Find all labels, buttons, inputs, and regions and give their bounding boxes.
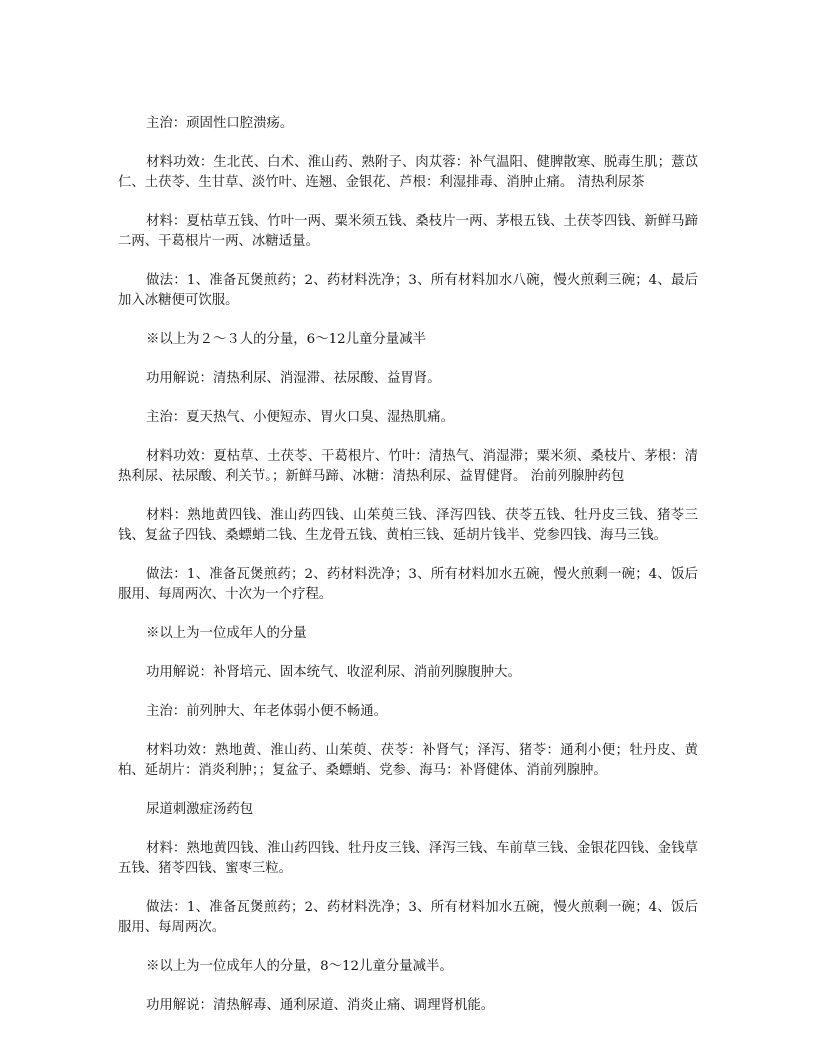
- paragraph-5: ※以上为２～３人的分量，6～12儿童分量减半: [146, 332, 426, 347]
- paragraph-8: 材料功效：夏枯草、土茯苓、干葛根片、竹叶：清热气、消湿滞；粟米须、桑枝片、茅根：清热利尿、祛尿酸、利关节。；新鲜马蹄、冰糖：清热利尿、益胃健肾。 治前列腺肿药包: [118, 449, 698, 484]
- paragraph-9: 材料：熟地黄四钱、淮山药四钱、山茱萸三钱、泽泻四钱、茯苓五钱、牡丹皮三钱、猪苓三钱、复盆子四钱、桑螵蛸二钱、生龙骨五钱、黄柏三钱、延胡片钱半、党参四钱、海马三钱。: [118, 508, 698, 543]
- paragraph-16: 材料：熟地黄四钱、淮山药四钱、牡丹皮三钱、泽泻三钱、车前草三钱、金银花四钱、金钱草五钱、猪苓四钱、蜜枣三粒。: [118, 841, 698, 876]
- paragraph-10: 做法：1、准备瓦煲煎药；2、药材料洗净；3、所有材料加水五碗，慢火煎剩一碗；4、饭后服用、每周两次、十次为一个疗程。: [118, 567, 698, 602]
- paragraph-1: 主治：顽固性口腔溃疡。: [146, 116, 294, 131]
- paragraph-2: 材料功效：生北芪、白术、淮山药、熟附子、肉苁蓉：补气温阳、健脾散寒、脱毒生肌；薏苡仁、土茯苓、生甘草、淡竹叶、连翘、金银花、芦根：利湿排毒、消肿止痛。 清热利尿茶: [118, 155, 698, 190]
- paragraph-14: 材料功效：熟地黄、淮山药、山茱萸、茯苓：补肾气；泽泻、猪苓：通利小便；牡丹皮、黄柏、延胡片：消炎利肿；；复盆子、桑螵蛸、党参、海马：补肾健体、消前列腺肿。: [118, 743, 698, 778]
- paragraph-17: 做法：1、准备瓦煲煎药；2、药材料洗净；3、所有材料加水五碗，慢火煎剩一碗；4、饭后服用、每周两次。: [118, 900, 698, 935]
- paragraph-3: 材料：夏枯草五钱、竹叶一两、粟米须五钱、桑枝片一两、茅根五钱、土茯苓四钱、新鲜马蹄二两、干葛根片一两、冰糖适量。: [118, 214, 698, 249]
- paragraph-18: ※以上为一位成年人的分量，8～12儿童分量减半。: [146, 959, 453, 974]
- paragraph-6: 功用解说：清热利尿、消湿滞、祛尿酸、益胃肾。: [146, 371, 441, 386]
- paragraph-19: 功用解说：清热解毒、通利尿道、消炎止痛、调理肾机能。: [146, 998, 495, 1013]
- paragraph-11: ※以上为一位成年人的分量: [146, 626, 307, 641]
- paragraph-12: 功用解说：补肾培元、固本统气、收涩利尿、消前列腺腹肿大。: [146, 665, 521, 680]
- paragraph-7: 主治：夏天热气、小便短赤、胃火口臭、湿热肌痛。: [146, 410, 454, 425]
- paragraph-13: 主治：前列肿大、年老体弱小便不畅通。: [146, 704, 388, 719]
- paragraph-4: 做法：1、准备瓦煲煎药；2、药材料洗净；3、所有材料加水八碗，慢火煎剩三碗；4、最后加入冰糖便可饮服。: [118, 273, 698, 308]
- paragraph-15: 尿道刺激症汤药包: [146, 802, 254, 817]
